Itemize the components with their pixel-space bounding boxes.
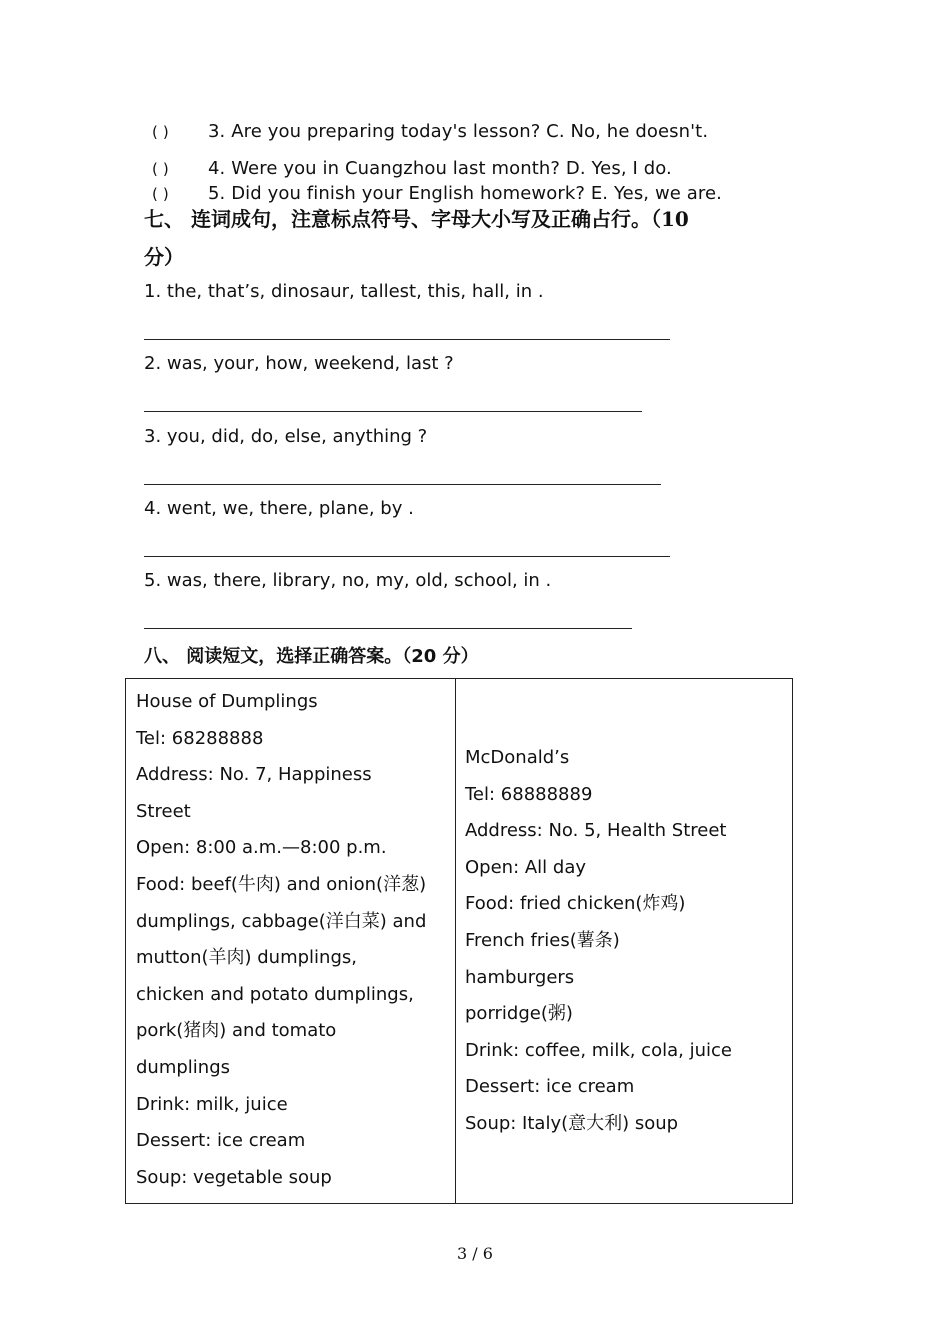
menu-line: Soup: vegetable soup — [136, 1166, 332, 1188]
menu-line: Dessert: ice cream — [136, 1130, 306, 1152]
menu-line: French fries(薯条) — [465, 929, 620, 951]
mcdonalds-cell — [456, 679, 793, 1204]
menu-line: hamburgers — [465, 966, 575, 988]
restaurant-comparison-table — [125, 678, 793, 1204]
menu-line: chicken and potato dumplings, — [136, 983, 414, 1005]
menu-line: dumplings — [136, 1056, 231, 1078]
menu-line: Open: 8:00 a.m.—8:00 p.m. — [136, 837, 387, 859]
sentence-item-3: 3. you, did, do, else, anything ? — [144, 426, 428, 447]
menu-line: Tel: 68288888 — [136, 727, 264, 749]
menu-line: Tel: 68888889 — [465, 783, 593, 805]
matching-text: 4. Were you in Cuangzhou last month? D. Yes, I do. — [208, 158, 672, 179]
menu-line: McDonald’s — [465, 747, 570, 768]
answer-line-2[interactable] — [144, 411, 642, 412]
menu-line: Dessert: ice cream — [465, 1076, 635, 1098]
menu-line: Open: All day — [465, 856, 587, 878]
matching-item-3 — [152, 121, 708, 142]
menu-line: Soup: Italy(意大利) soup — [465, 1112, 679, 1134]
menu-line: Address: No. 7, Happiness — [136, 764, 372, 786]
menu-line: porridge(粥) — [465, 1003, 573, 1025]
menu-line: Food: fried chicken(炸鸡) — [465, 893, 686, 915]
answer-line-3[interactable] — [144, 484, 661, 485]
sentence-item-2: 2. was, your, how, weekend, last ? — [144, 353, 454, 374]
sentence-item-1: 1. the, that’s, dinosaur, tallest, this, hall, in . — [144, 281, 544, 302]
section-8-heading: 八、 阅读短文，选择正确答案。（20 分） — [144, 646, 479, 667]
section-7-heading-cont: 分） — [144, 245, 184, 269]
answer-line-4[interactable] — [144, 556, 670, 557]
menu-line: Street — [136, 800, 191, 822]
page-number: 3 / 6 — [457, 1244, 493, 1263]
menu-line: Food: beef(牛肉) and onion(洋葱) — [136, 873, 427, 895]
menu-line: Address: No. 5, Health Street — [465, 820, 727, 842]
left-menu-list — [126, 679, 455, 1196]
matching-text: 5. Did you finish your English homework? E. Yes, we are. — [208, 183, 722, 204]
answer-parenthesis[interactable]: ( ) — [152, 185, 169, 203]
menu-line: House of Dumplings — [136, 691, 318, 712]
sentence-item-4: 4. went, we, there, plane, by . — [144, 498, 414, 519]
answer-line-5[interactable] — [144, 628, 632, 629]
right-menu-list — [456, 679, 792, 1143]
answer-parenthesis[interactable]: ( ) — [152, 123, 169, 141]
menu-line: dumplings, cabbage(洋白菜) and — [136, 910, 427, 932]
matching-item-4 — [152, 158, 672, 179]
menu-line: Drink: coffee, milk, cola, juice — [465, 1039, 732, 1061]
menu-line: pork(猪肉) and tomato — [136, 1020, 337, 1042]
matching-text: 3. Are you preparing today's lesson? C. No, he doesn't. — [208, 121, 709, 142]
menu-line: Drink: milk, juice — [136, 1093, 288, 1115]
menu-line: mutton(羊肉) dumplings, — [136, 947, 357, 969]
answer-line-1[interactable] — [144, 339, 670, 340]
answer-parenthesis[interactable]: ( ) — [152, 160, 169, 178]
sentence-item-5: 5. was, there, library, no, my, old, school, in . — [144, 570, 552, 591]
section-7-heading: 七、 连词成句，注意标点符号、字母大小写及正确占行。（10 — [144, 207, 689, 231]
house-of-dumplings-cell — [126, 679, 456, 1204]
